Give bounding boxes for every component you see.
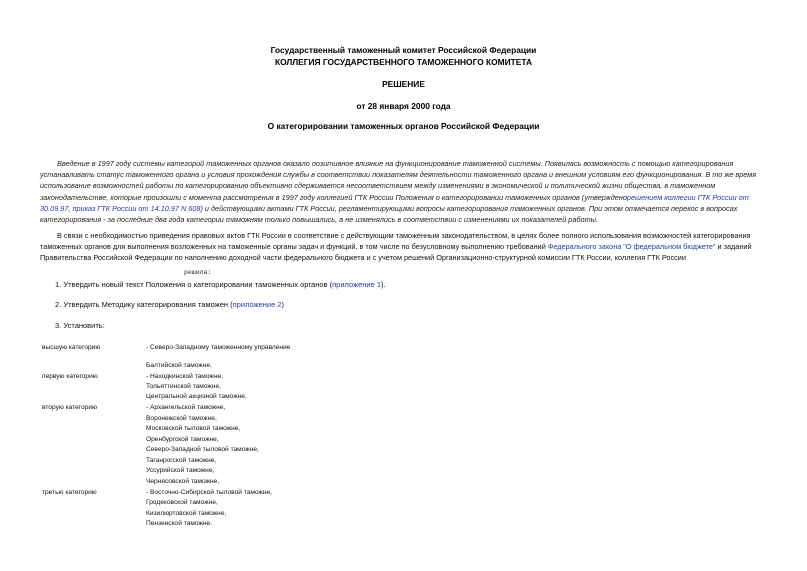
link-appendix-1[interactable]: приложение 1 — [332, 280, 382, 289]
category-entry: Кизилюртовской таможне, — [146, 510, 227, 517]
category-label-first: первую категорию — [42, 373, 98, 380]
intro-sep: , — [68, 203, 73, 213]
doc-subject: О категорировании таможенных органов Российской Федерации — [267, 121, 540, 131]
category-label-third: третью категорию — [42, 489, 97, 496]
link-appendix-2[interactable]: приложение 2 — [232, 300, 282, 309]
intro-text-1: Введение в 1997 году системы категорий таможенных органов оказало позитивное влияние на функционирование таможенной системы. Появилась возможность с помощью категорирования устанавливать статус таможенного органа и условия прохождения службы в соответствии показателям деятельности таможенного органа и внешним условиям его функционирования. В то же время использование возможностей работы по категорированию объективно сдерживается несоответствием между изменениями в экономической и политической жизни общества, в таможенном законодательстве, которые произошли с момента рассмотрения в 1997 году коллегией ГТК России Положения о категорировании таможенных органов (утверждено — [40, 159, 757, 202]
category-entry: Московской тыловой таможне, — [146, 425, 241, 432]
category-entry: Воронежской таможне, — [146, 415, 217, 422]
doc-date: от 28 января 2000 года — [356, 101, 451, 111]
category-label-highest: высшую категорию — [42, 344, 101, 351]
preamble-paragraph — [40, 230, 770, 264]
category-entry: - Северо-Западному таможенному управление — [146, 344, 291, 351]
item-2-text: 2. Утвердить Методику категорирования таможен ( — [55, 300, 233, 309]
issuer-title: Государственный таможенный комитет Российской Федерации — [270, 45, 537, 55]
item-3: 3. Установить: — [55, 321, 105, 330]
item-2-end: ) — [281, 300, 285, 309]
category-entry: Балтийской таможне, — [146, 362, 212, 369]
link-federal-budget-law[interactable]: Федерального закона "О федеральном бюджете" — [547, 242, 716, 252]
intro-text-2: ) и действующими актами ГТК России, регламентирующими вопросы категорирования таможенных органов. При этом отмечается перекос в вопросах категорирования - за последние два года категории таможням только повышались, а не изменялись в соответствии с изменениями их показателей работы. — [40, 203, 738, 225]
category-entry: - Находкинской таможне, — [146, 373, 223, 380]
category-entry: Таганрогской таможне, — [146, 457, 217, 464]
category-entry: Центральной акцизной таможне, — [146, 393, 247, 400]
category-entry: - Архангельской таможне, — [146, 404, 226, 411]
board-title: КОЛЛЕГИЯ ГОСУДАРСТВЕННОГО ТАМОЖЕННОГО КОМИТЕТА — [274, 57, 533, 67]
category-entry: Чернясовской таможне, — [146, 478, 220, 485]
category-entry: Гродековской таможне, — [146, 499, 218, 506]
category-entry: Уссурийской таможне, — [146, 467, 215, 474]
category-entry: Тольяттинской таможне, — [146, 383, 221, 390]
category-entry: - Восточно-Сибирской тыловой таможне, — [146, 489, 273, 496]
item-1-text: 1. Утвердить новый текст Положения о категорировании таможенных органов ( — [55, 280, 333, 289]
intro-paragraph — [40, 158, 770, 225]
category-entry: Пензенской таможне. — [146, 520, 213, 527]
item-2 — [55, 300, 284, 309]
link-board-decision[interactable]: решением коллегии ГТК России от 30.09.97 — [40, 192, 749, 213]
item-1-end: ). — [381, 280, 386, 289]
doc-type: РЕШЕНИЕ — [382, 79, 425, 89]
preamble-text-1: В связи с необходимостью приведения правовых актов ГТК России в соответствие с действующим таможенным законодательством, в целях более полного использования возможностей категорирования таможенных органов для выполнения возложенных на таможенные органы задач и функций, в том числе по безусловному выполнению требований — [40, 231, 751, 252]
category-label-second: вторую категорию — [42, 404, 98, 411]
preamble-text-2: и заданий Правительства Российской Федерации по наполнению доходной части федерального бюджета и с учетом решений Организационно-структурной комиссии ГТК России, коллегия ГТК России — [40, 242, 752, 263]
decided-label: решила: — [184, 269, 212, 276]
link-order-608[interactable]: приказ ГТК России от 14.10.97 N 608 — [72, 203, 201, 213]
item-1 — [55, 280, 386, 289]
category-entry: Оренбургской таможне, — [146, 436, 219, 443]
category-entry: Северо-Западной тыловой таможне, — [146, 446, 259, 453]
